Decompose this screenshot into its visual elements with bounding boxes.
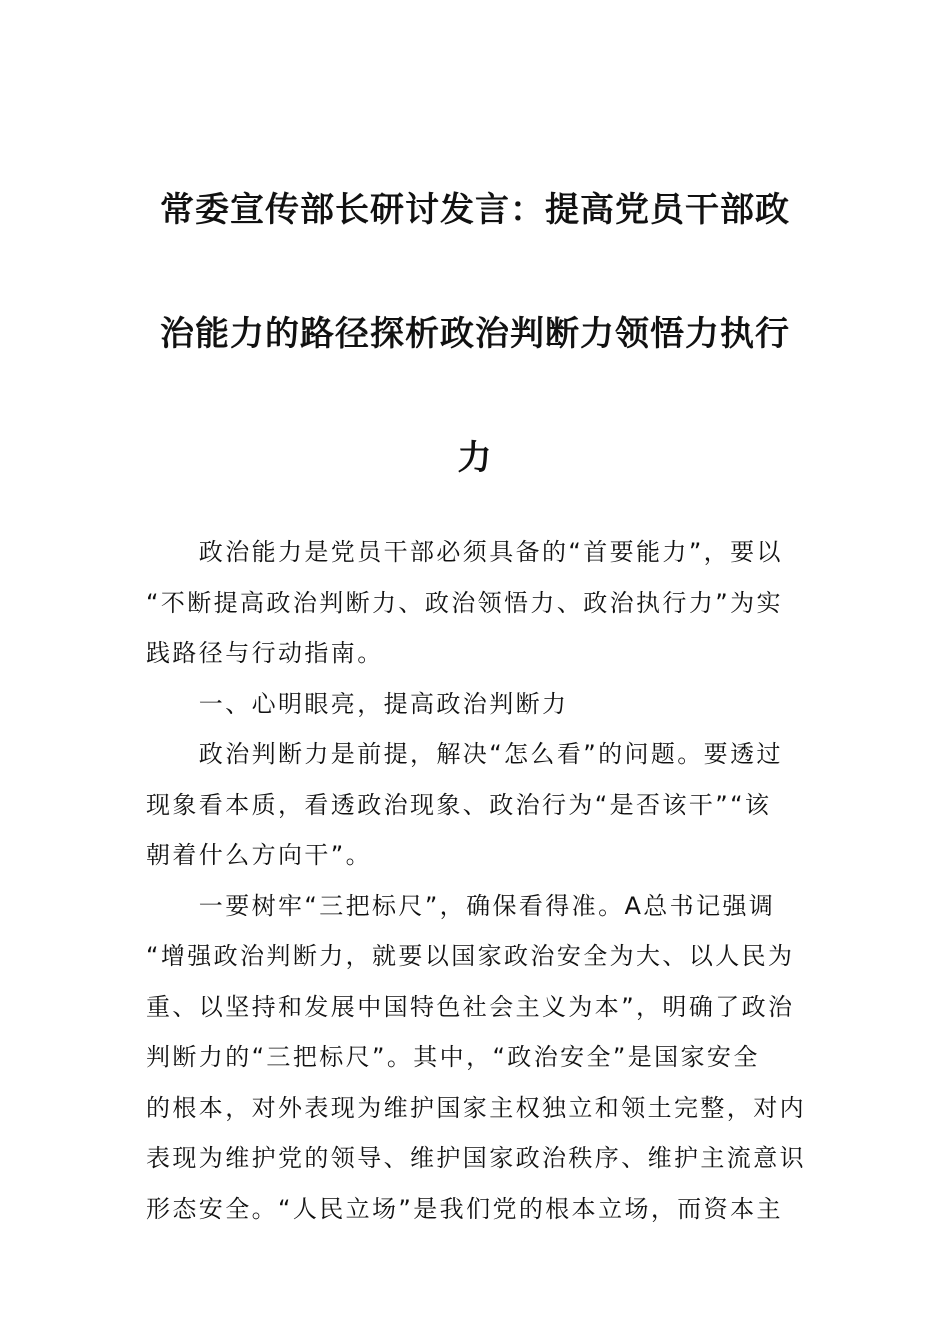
- paragraph-judgment: [146, 729, 808, 881]
- paragraph-intro: [146, 527, 808, 679]
- paragraph-three-standards: [146, 881, 808, 1235]
- text-line: 政治能力是党员干部必须具备的“首要能力”，要以: [198, 538, 783, 566]
- section-heading: [146, 679, 808, 730]
- text-line: 判断力的“三把标尺”。其中，“政治安全”是国家安全: [146, 1043, 760, 1071]
- text-line: 一、心明眼亮，提高政治判断力: [198, 689, 569, 718]
- text-line: “增强政治判断力，就要以国家政治安全为大、以人民为: [146, 942, 795, 970]
- document-body: [146, 527, 808, 1234]
- document-title: [140, 148, 810, 520]
- text-line: 朝着什么方向干”。: [146, 841, 373, 869]
- title-line: 力: [457, 438, 493, 478]
- text-line: 现象看本质，看透政治现象、政治行为“是否该干”“该: [146, 790, 772, 819]
- text-line: 的根本，对外表现为维护国家主权独立和领土完整，对内: [146, 1093, 806, 1122]
- text-line: 一要树牢“三把标尺”，确保看得准。A总书记强调: [198, 891, 776, 920]
- text-line: 政治判断力是前提，解决“怎么看”的问题。要透过: [198, 740, 783, 768]
- text-line: 表现为维护党的领导、维护国家政治秩序、维护主流意识: [146, 1144, 806, 1172]
- title-line: 治能力的路径探析政治判断力领悟力执行: [160, 314, 790, 354]
- text-line: 形态安全。“人民立场”是我们党的根本立场，而资本主: [146, 1194, 783, 1223]
- title-line: 常委宣传部长研讨发言：提高党员干部政: [160, 190, 790, 230]
- text-line: 践路径与行动指南。: [146, 639, 384, 667]
- text-line: 重、以坚持和发展中国特色社会主义为本”，明确了政治: [146, 992, 795, 1021]
- text-line: “不断提高政治判断力、政治领悟力、政治执行力”为实: [146, 588, 783, 617]
